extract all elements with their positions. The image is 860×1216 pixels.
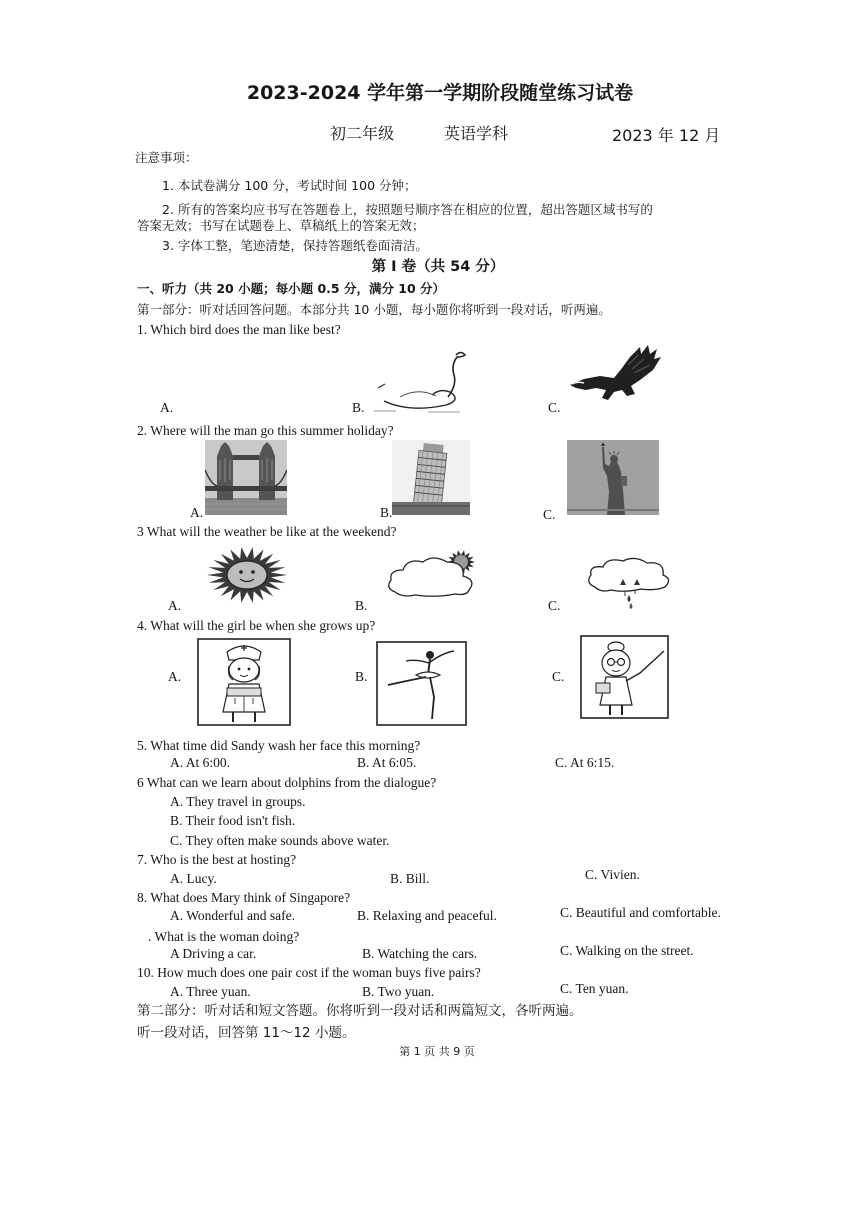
notice-item-1: 1. 本试卷满分 100 分，考试时间 100 分钟； xyxy=(162,178,417,193)
teacher-icon xyxy=(580,635,669,719)
listening-heading: 一、听力（共 20 小题；每小题 0.5 分，满分 10 分） xyxy=(137,281,446,296)
part2-instruction: 听一段对话，回答第 11～12 小题。 xyxy=(137,1025,356,1041)
q7-option-a: A. Lucy. xyxy=(170,871,217,886)
rainy-icon xyxy=(585,555,670,610)
q8-option-a: A. Wonderful and safe. xyxy=(170,908,296,923)
notice-item-2-continued: 答案无效；书写在试题卷上、草稿纸上的答案无效； xyxy=(137,218,425,233)
q8-option-b: B. Relaxing and peaceful. xyxy=(357,908,497,923)
q6-option-c: C. They often make sounds above water. xyxy=(170,833,390,848)
q5-option-b: B. At 6:05. xyxy=(357,755,417,770)
q3-option-c-label: C. xyxy=(548,598,561,613)
question-4: 4. What will the girl be when she grows up? xyxy=(137,618,376,633)
question-10: 10. How much does one pair cost if the woman buys five pairs? xyxy=(137,965,481,980)
q5-option-a: A. At 6:00. xyxy=(170,755,231,770)
q5-option-c: C. At 6:15. xyxy=(555,755,615,770)
notice-item-3: 3. 字体工整，笔迹清楚，保持答题纸卷面清洁。 xyxy=(162,238,428,253)
part1-instruction: 第一部分：听对话回答问题。本部分共 10 小题，每小题你将听到一段对话，听两遍。 xyxy=(137,302,611,317)
question-5: 5. What time did Sandy wash her face this morning? xyxy=(137,738,421,753)
question-6: 6 What can we learn about dolphins from the dialogue? xyxy=(137,775,437,790)
leaning-tower-icon xyxy=(392,440,470,515)
question-8: 8. What does Mary think of Singapore? xyxy=(137,890,351,905)
question-1: 1. Which bird does the man like best? xyxy=(137,322,341,337)
question-2: 2. Where will the man go this summer holiday? xyxy=(137,423,394,438)
q6-option-a: A. They travel in groups. xyxy=(170,794,306,809)
volume-title: 第 I 卷（共 54 分） xyxy=(371,259,505,275)
q10-option-a: A. Three yuan. xyxy=(170,984,251,999)
subject-label: 英语学科 xyxy=(444,124,509,143)
q6-option-b: B. Their food isn't fish. xyxy=(170,813,296,828)
question-9: . What is the woman doing? xyxy=(148,929,300,944)
page-number: 第 1 页 共 9 页 xyxy=(399,1045,475,1058)
nurse-icon xyxy=(197,638,291,726)
q7-option-b: B. Bill. xyxy=(390,871,430,886)
q4-option-a-label: A. xyxy=(168,669,182,684)
notice-item-2: 2. 所有的答案均应书写在答题卷上，按照题号顺序答在相应的位置，超出答题区域书写的 xyxy=(162,202,653,217)
q4-option-c-label: C. xyxy=(552,669,565,684)
q4-option-b-label: B. xyxy=(355,669,368,684)
dancer-icon xyxy=(376,641,467,726)
q3-option-b-label: B. xyxy=(355,598,368,613)
swan-icon xyxy=(370,345,470,415)
q10-option-c: C. Ten yuan. xyxy=(560,981,629,996)
q2-option-c-label: C. xyxy=(543,507,556,522)
sunny-icon xyxy=(205,545,290,605)
eagle-icon xyxy=(568,343,663,408)
question-3: 3 What will the weather be like at the weekend? xyxy=(137,524,397,539)
q1-option-a-label: A. xyxy=(160,400,174,415)
q8-option-c: C. Beautiful and comfortable. xyxy=(560,905,721,920)
cloudy-icon xyxy=(385,548,480,600)
exam-date: 2023 年 12 月 xyxy=(612,126,721,145)
q9-option-c: C. Walking on the street. xyxy=(560,943,694,958)
part2-heading: 第二部分：听对话和短文答题。你将听到一段对话和两篇短文，各听两遍。 xyxy=(137,1003,583,1019)
notice-heading: 注意事项： xyxy=(135,150,198,165)
q9-option-b: B. Watching the cars. xyxy=(362,946,478,961)
q1-option-b-label: B. xyxy=(352,400,365,415)
tower-bridge-icon xyxy=(205,440,287,515)
statue-of-liberty-icon xyxy=(567,440,659,515)
q2-option-a-label: A. xyxy=(190,505,204,520)
q2-option-b-label: B. xyxy=(380,505,393,520)
q10-option-b: B. Two yuan. xyxy=(362,984,435,999)
q1-option-c-label: C. xyxy=(548,400,561,415)
q9-option-a: A Driving a car. xyxy=(170,946,257,961)
grade-label: 初二年级 xyxy=(330,124,395,143)
q7-option-c: C. Vivien. xyxy=(585,867,640,882)
q3-option-a-label: A. xyxy=(168,598,182,613)
question-7: 7. Who is the best at hosting? xyxy=(137,852,297,867)
exam-title: 2023-2024 学年第一学期阶段随堂练习试卷 xyxy=(246,82,634,104)
